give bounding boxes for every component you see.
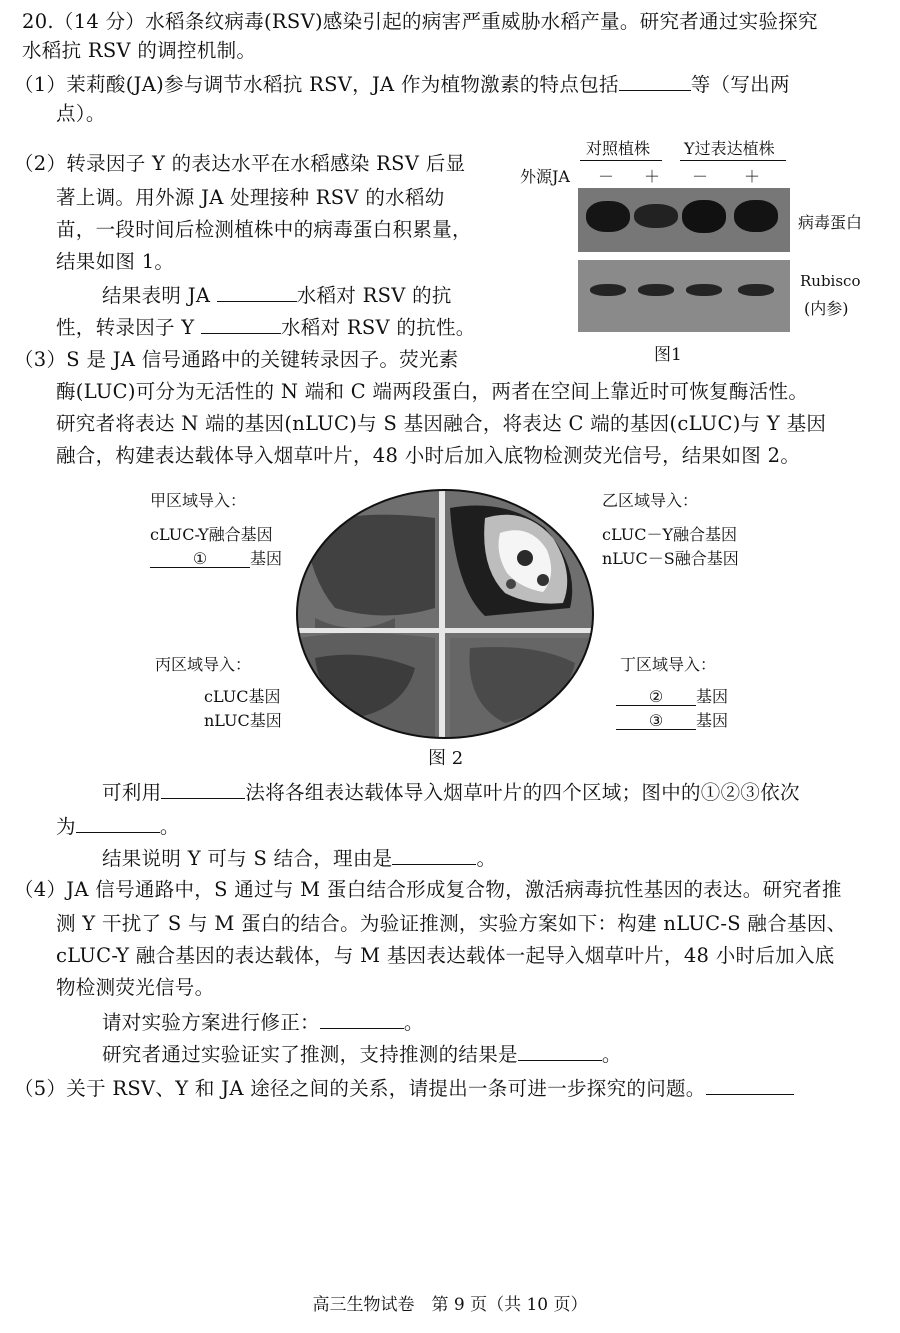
part3-q1 bbox=[102, 778, 800, 807]
part3-line4: 融合，构建表达载体导入烟草叶片，48 小时后加入底物检测荧光信号，结果如图 2。 bbox=[56, 444, 801, 467]
part1-blank[interactable] bbox=[619, 70, 691, 91]
part3-blank2[interactable] bbox=[76, 812, 160, 833]
fig2-ding-item2 bbox=[616, 708, 728, 731]
fig1-rubisco-blot bbox=[578, 260, 790, 332]
fig1-rubisco-band bbox=[686, 284, 722, 296]
fig1-viral-band bbox=[634, 204, 678, 228]
fig2-spot bbox=[517, 550, 533, 566]
part3-line2: 酶(LUC)可分为无活性的 N 端和 C 端两段蛋白，两者在空间上靠近时可恢复酶活性。 bbox=[56, 380, 809, 403]
question-intro-line1: 20.（14 分）水稻条纹病毒(RSV)感染引起的病害严重威胁水稻产量。研究者通过实验探究 bbox=[22, 10, 818, 33]
part3-q3-a: 结果说明 Y 可与 S 结合，理由是 bbox=[102, 847, 393, 870]
fig2-bing-title: 丙区域导入： bbox=[155, 655, 252, 674]
part2-blank2[interactable] bbox=[201, 313, 281, 334]
part3-q2-a: 为 bbox=[56, 815, 76, 838]
fig1-sign: ＋ bbox=[644, 167, 661, 186]
part2-line1: （2）转录因子 Y 的表达水平在水稻感染 RSV 后显 bbox=[14, 152, 466, 175]
part1-text-a: （1）茉莉酸(JA)参与调节水稻抗 RSV，JA 作为植物激素的特点包括 bbox=[14, 73, 619, 96]
part4-q1-b: 。 bbox=[403, 1011, 424, 1034]
fig2-bing-item1: cLUC基因 bbox=[204, 687, 281, 706]
page-footer: 高三生物试卷 第 9 页（共 10 页） bbox=[312, 1295, 588, 1315]
part3-q3-b: 。 bbox=[476, 847, 497, 870]
part1-line1 bbox=[14, 70, 790, 99]
fig2-divider-horizontal bbox=[295, 628, 595, 633]
part2-result-a: 结果表明 JA bbox=[102, 284, 211, 307]
fig2-mark-2: ② bbox=[648, 687, 664, 706]
fig1-sign: － bbox=[598, 167, 615, 186]
figure2-leaf bbox=[295, 488, 595, 740]
fig2-jia-item1: cLUC-Y融合基因 bbox=[150, 525, 273, 544]
fig2-bing-item2: nLUC基因 bbox=[204, 711, 282, 730]
part1-line2: 点）。 bbox=[56, 102, 106, 125]
fig1-rubisco-band bbox=[738, 284, 774, 296]
part4-q2 bbox=[102, 1040, 622, 1069]
fig2-spot bbox=[506, 579, 516, 589]
fig2-blank-3[interactable] bbox=[616, 711, 696, 730]
part3-q3 bbox=[102, 844, 496, 873]
fig2-yi-item1: cLUC－Y融合基因 bbox=[602, 525, 738, 544]
part2-result-b: 水稻对 RSV 的抗 bbox=[296, 284, 452, 307]
fig2-ding-item2-tail: 基因 bbox=[696, 711, 729, 730]
fig1-rubisco-sub: (内参) bbox=[804, 299, 849, 318]
fig1-rubisco-band bbox=[590, 284, 626, 296]
fig2-mark-1: ① bbox=[192, 549, 208, 568]
fig2-blank-2[interactable] bbox=[616, 687, 696, 706]
part1-text-b: 等（写出两 bbox=[690, 73, 790, 96]
fig2-yi-title: 乙区域导入： bbox=[602, 491, 699, 510]
part2-result-d: 水稻对 RSV 的抗性。 bbox=[280, 316, 476, 339]
part2-blank1[interactable] bbox=[217, 281, 297, 302]
part3-q2 bbox=[56, 812, 180, 841]
fig2-jia-title: 甲区域导入： bbox=[150, 491, 247, 510]
fig1-rubisco-band bbox=[638, 284, 674, 296]
fig1-rubisco-label: Rubisco bbox=[800, 272, 861, 290]
part4-blank1[interactable] bbox=[320, 1008, 404, 1029]
fig1-control-label: 对照植株 bbox=[586, 139, 651, 158]
fig2-spot bbox=[537, 574, 549, 586]
part4-q1 bbox=[102, 1008, 424, 1037]
fig2-ding-item1-tail: 基因 bbox=[696, 687, 729, 706]
fig2-mark-3: ③ bbox=[648, 711, 664, 730]
part2-result-line2 bbox=[56, 313, 476, 342]
part4-q2-a: 研究者通过实验证实了推测，支持推测的结果是 bbox=[102, 1043, 518, 1066]
fig1-viral-band bbox=[734, 200, 778, 232]
part3-q2-b: 。 bbox=[159, 815, 180, 838]
part2-line2: 著上调。用外源 JA 处理接种 RSV 的水稻幼 bbox=[56, 186, 445, 209]
part3-q1-a: 可利用 bbox=[102, 781, 162, 804]
question-intro-line2: 水稻抗 RSV 的调控机制。 bbox=[22, 39, 257, 62]
fig1-viral-band bbox=[682, 200, 726, 233]
figure1 bbox=[520, 136, 880, 376]
part2-result-line1 bbox=[102, 281, 452, 310]
part3-blank3[interactable] bbox=[392, 844, 476, 865]
fig2-divider-vertical bbox=[439, 488, 445, 740]
part5-text: （5）关于 RSV、Y 和 JA 途径之间的关系，请提出一条可进一步探究的问题。 bbox=[14, 1077, 706, 1100]
fig2-yi-item2: nLUC－S融合基因 bbox=[602, 549, 739, 568]
fig1-ja-label: 外源JA bbox=[520, 167, 570, 186]
part4-line1: （4）JA 信号通路中，S 通过与 M 蛋白结合形成复合物，激活病毒抗性基因的表达。研究者推 bbox=[14, 878, 842, 901]
part4-q1-a: 请对实验方案进行修正： bbox=[102, 1011, 320, 1034]
fig1-viral-blot bbox=[578, 188, 790, 252]
part3-line3: 研究者将表达 N 端的基因(nLUC)与 S 基因融合，将表达 C 端的基因(cLUC)与 Y 基因 bbox=[56, 412, 827, 435]
part2-line3: 苗，一段时间后检测植株中的病毒蛋白积累量， bbox=[56, 218, 472, 241]
fig1-viral-band bbox=[586, 201, 630, 232]
part4-line4: 物检测荧光信号。 bbox=[56, 976, 215, 999]
fig2-blank-1[interactable] bbox=[150, 549, 250, 568]
fig1-overexp-underline bbox=[680, 160, 786, 161]
fig2-jia-item2-tail: 基因 bbox=[250, 549, 283, 568]
part4-blank2[interactable] bbox=[518, 1040, 602, 1061]
part3-line1: （3）S 是 JA 信号通路中的关键转录因子。荧光素 bbox=[14, 348, 459, 371]
part3-blank1[interactable] bbox=[161, 778, 245, 799]
part4-line2: 测 Y 干扰了 S 与 M 蛋白的结合。为验证推测，实验方案如下：构建 nLUC-S 融合基因、 bbox=[56, 912, 847, 935]
part3-q1-b: 法将各组表达载体导入烟草叶片的四个区域；图中的①②③依次 bbox=[245, 781, 800, 804]
part5-line1 bbox=[14, 1074, 794, 1103]
fig1-caption: 图1 bbox=[654, 345, 682, 365]
part2-result-c: 性，转录因子 Y bbox=[56, 316, 195, 339]
fig1-overexp-label: Y过表达植株 bbox=[684, 139, 775, 158]
fig2-jia-item2 bbox=[150, 546, 282, 569]
part5-blank[interactable] bbox=[706, 1074, 794, 1095]
fig2-ding-title: 丁区域导入： bbox=[620, 655, 717, 674]
part4-line3: cLUC-Y 融合基因的表达载体，与 M 基因表达载体一起导入烟草叶片，48 小时后加入底 bbox=[56, 944, 835, 967]
part2-line4: 结果如图 1。 bbox=[56, 250, 175, 273]
fig2-caption: 图 2 bbox=[428, 748, 464, 769]
fig1-control-underline bbox=[580, 160, 662, 161]
fig1-sign: － bbox=[692, 167, 709, 186]
fig2-ding-item1 bbox=[616, 684, 728, 707]
part4-q2-b: 。 bbox=[601, 1043, 622, 1066]
fig1-sign: ＋ bbox=[744, 167, 761, 186]
fig1-viral-label: 病毒蛋白 bbox=[798, 213, 863, 232]
